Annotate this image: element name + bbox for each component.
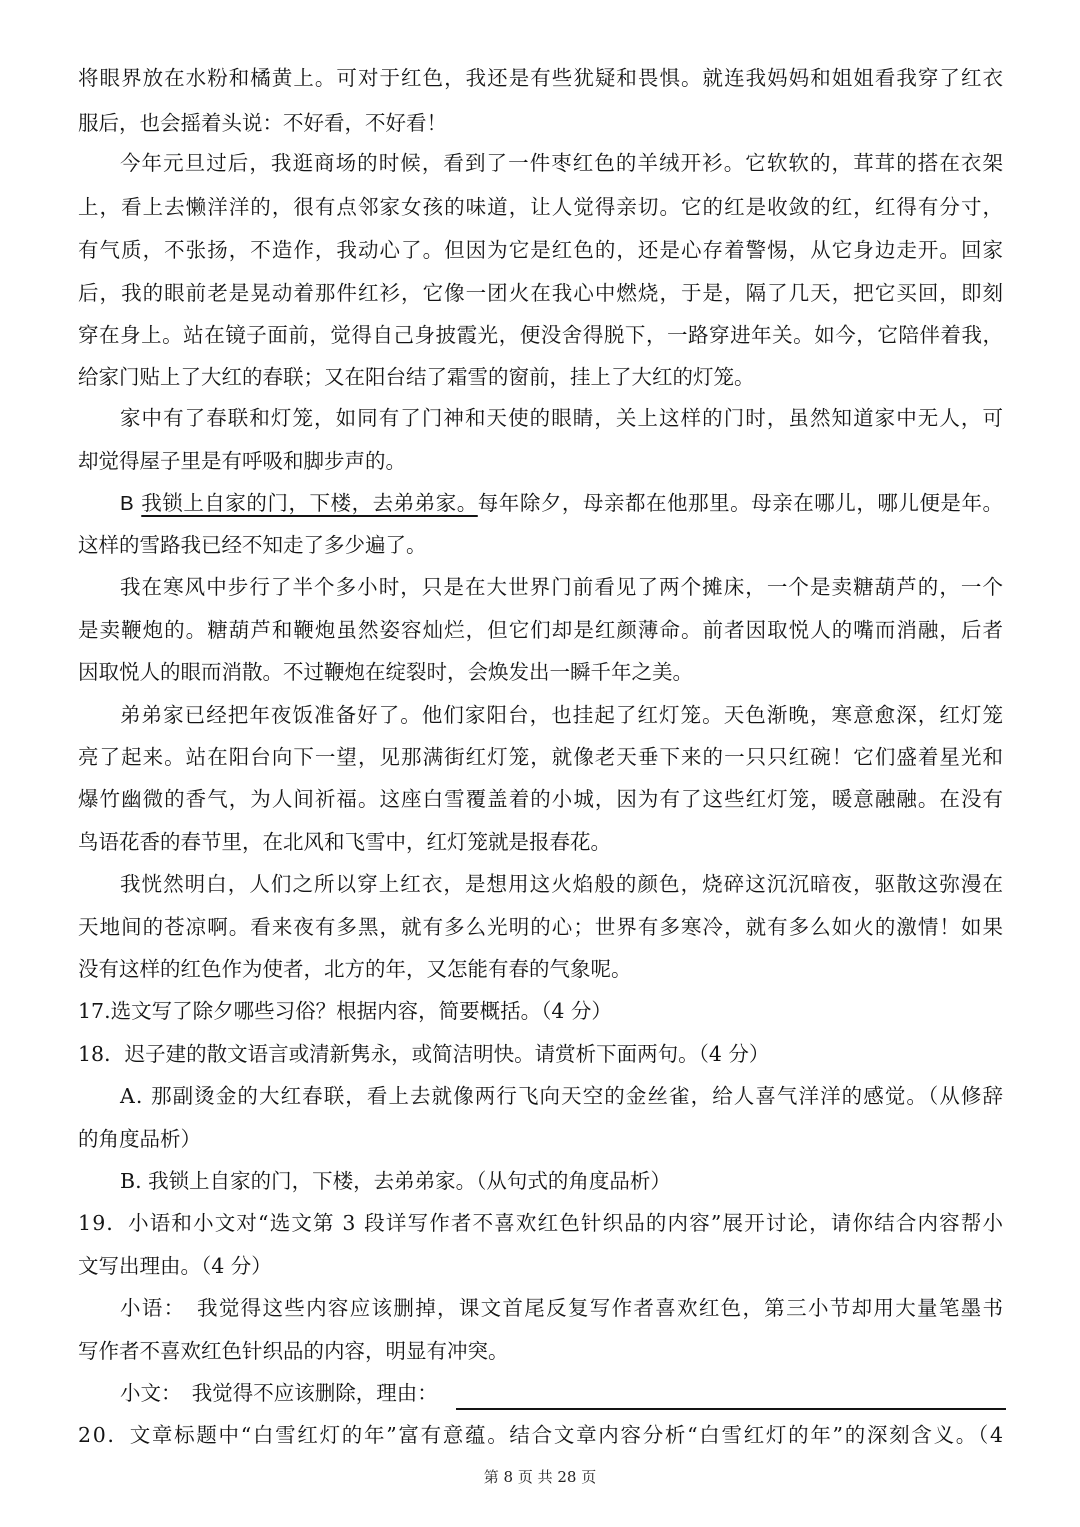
- text-line: 今年元旦过后，我逛商场的时候，看到了一件枣红色的羊绒开衫。它软软的，茸茸的搭在衣架: [120, 151, 1005, 175]
- text-line: 有气质，不张扬，不造作，我动心了。但因为它是红色的，还是心存着警惕，从它身边走开。回家: [78, 238, 1005, 262]
- text-line: 文写出理由。（4 分）: [78, 1254, 272, 1278]
- text-line: 是卖鞭炮的。糖葫芦和鞭炮虽然姿容灿烂，但它们却是红颜薄命。前者因取悦人的嘴而消融，后者: [78, 618, 1005, 642]
- text-line: 的角度品析）: [78, 1127, 201, 1151]
- text-line: 后，我的眼前老是晃动着那件红衫，它像一团火在我心中燃烧，于是，隔了几天，把它买回，即刻: [78, 281, 1005, 305]
- answer-blank-line[interactable]: [456, 1408, 1006, 1410]
- text-line: 弟弟家已经把年夜饭准备好了。他们家阳台，也挂起了红灯笼。天色渐晚，寒意愈深，红灯笼: [120, 703, 1005, 727]
- underlined-sentence: 我锁上自家的门，下楼，去弟弟家。: [141, 491, 478, 515]
- sentence-rest: 每年除夕，母亲都在他那里。母亲在哪儿，哪儿便是年。: [477, 491, 1004, 515]
- text-line: 19．小语和小文对“选文第 3 段详写作者不喜欢红色针织品的内容”展开讨论，请你结合内容帮小: [78, 1211, 1005, 1235]
- text-line: 小语： 我觉得这些内容应该删掉，课文首尾反复写作者喜欢红色，第三小节却用大量笔墨书: [120, 1296, 1005, 1320]
- text-line: B. 我锁上自家的门，下楼，去弟弟家。（从句式的角度品析）: [120, 1169, 671, 1193]
- text-line: 给家门贴上了大红的春联；又在阳台结了霜雪的窗前，挂上了大红的灯笼。: [78, 365, 755, 389]
- text-line: 家中有了春联和灯笼，如同有了门神和天使的眼睛，关上这样的门时，虽然知道家中无人，可: [120, 406, 1005, 430]
- text-line: 小文： 我觉得不应该删除，理由：: [120, 1381, 438, 1405]
- text-line: 没有这样的红色作为使者，北方的年，又怎能有春的气象呢。: [78, 957, 632, 981]
- text-line: 这样的雪路我已经不知走了多少遍了。: [78, 533, 427, 557]
- text-line: 17.选文写了除夕哪些习俗？根据内容，简要概括。（4 分）: [78, 999, 612, 1023]
- text-line: 我在寒风中步行了半个多小时，只是在大世界门前看见了两个摊床，一个是卖糖葫芦的，一个: [120, 575, 1005, 599]
- text-line: 上，看上去懒洋洋的，很有点邻家女孩的味道，让人觉得亲切。它的红是收敛的红，红得有分寸，: [78, 195, 1005, 219]
- text-line: 亮了起来。站在阳台向下一望，见那满街红灯笼，就像老天垂下来的一只只红碗！它们盛着星光和: [78, 745, 1005, 769]
- text-line: 18．迟子建的散文语言或清新隽永，或简洁明快。请赏析下面两句。（4 分）: [78, 1042, 770, 1066]
- page-footer: 第 8 页 共 28 页: [483, 1468, 597, 1486]
- text-line: 因取悦人的眼而消散。不过鞭炮在绽裂时，会焕发出一瞬千年之美。: [78, 660, 693, 684]
- sentence-marker: B: [120, 492, 135, 515]
- text-line: 鸟语花香的春节里，在北风和飞雪中，红灯笼就是报春花。: [78, 830, 611, 854]
- text-line: 写作者不喜欢红色针织品的内容，明显有冲突。: [78, 1339, 509, 1363]
- text-line: 20．文章标题中“白雪红灯的年”富有意蕴。结合文章内容分析“白雪红灯的年”的深刻含义。（4: [78, 1423, 1005, 1447]
- text-line: 爆竹幽微的香气，为人间祈福。这座白雪覆盖着的小城，因为有了这些红灯笼，暖意融融。在没有: [78, 787, 1005, 811]
- text-line-b-underlined-sentence: [120, 488, 1080, 519]
- text-line: 我恍然明白，人们之所以穿上红衣，是想用这火焰般的颜色，烧碎这沉沉暗夜，驱散这弥漫在: [120, 872, 1005, 896]
- text-line: 将眼界放在水粉和橘黄上。可对于红色，我还是有些犹疑和畏惧。就连我妈妈和姐姐看我穿了红衣: [78, 66, 1005, 90]
- text-line: 却觉得屋子里是有呼吸和脚步声的。: [78, 449, 406, 473]
- text-line: 穿在身上。站在镜子面前，觉得自己身披霞光，便没舍得脱下，一路穿进年关。如今，它陪伴着我，: [78, 323, 1004, 347]
- text-line: 服后，也会摇着头说：不好看，不好看！: [78, 111, 447, 135]
- text-line: A. 那副烫金的大红春联，看上去就像两行飞向天空的金丝雀，给人喜气洋洋的感觉。（从修辞: [120, 1084, 1005, 1108]
- text-line: 天地间的苍凉啊。看来夜有多黑，就有多么光明的心；世界有多寒冷，就有多么如火的激情！如果: [78, 915, 1005, 939]
